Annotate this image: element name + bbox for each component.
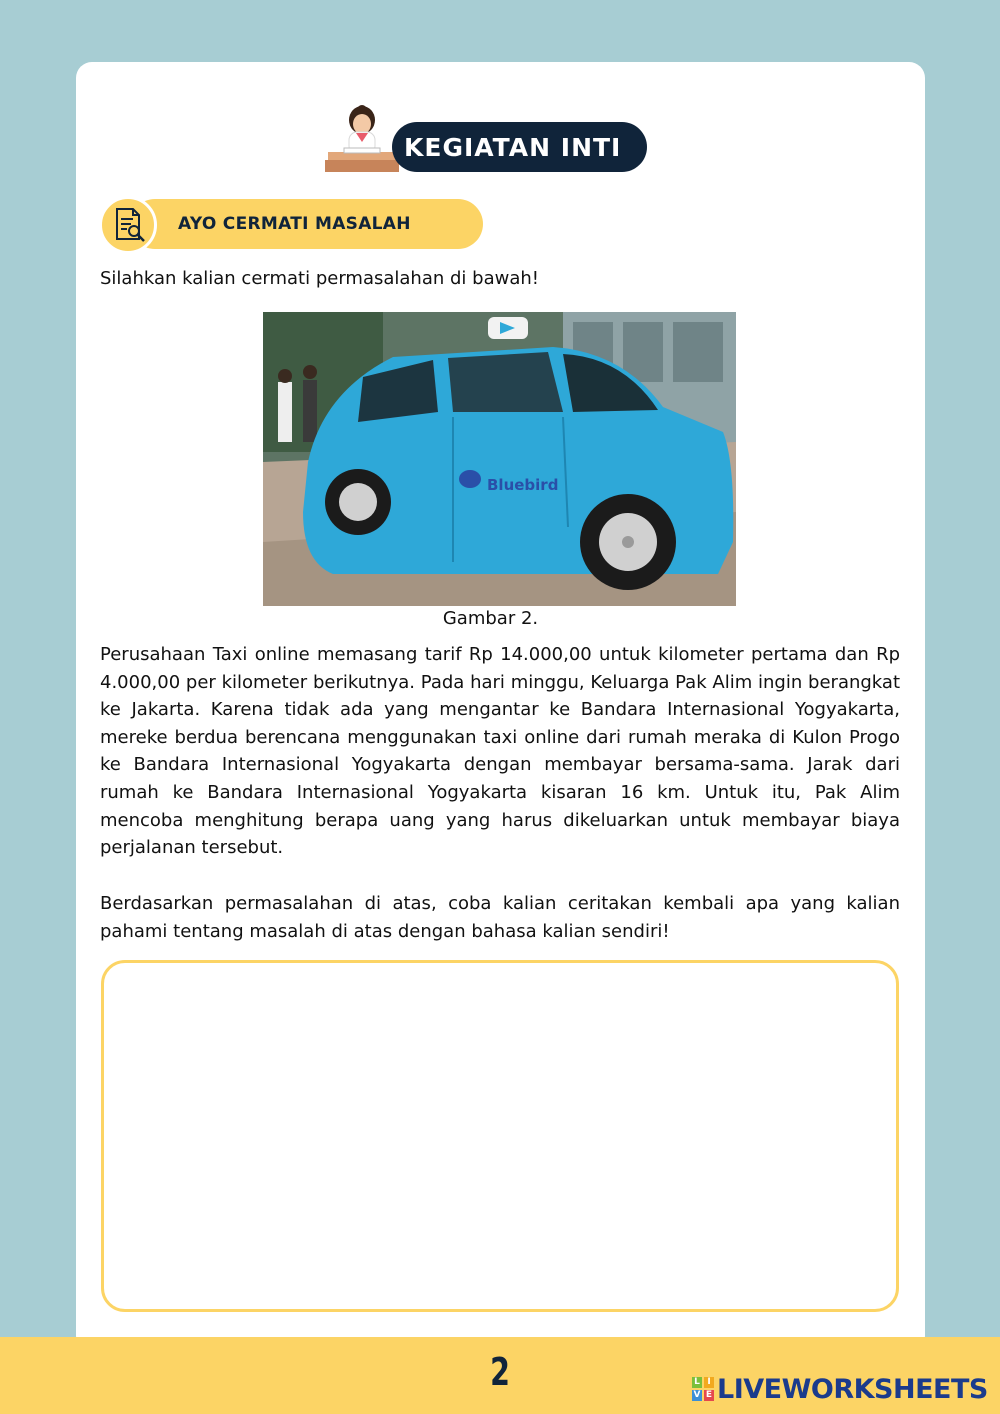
- brand-mark-letter: L: [692, 1377, 702, 1388]
- page-number: 2: [490, 1350, 510, 1394]
- liveworksheets-logo[interactable]: [692, 1372, 988, 1406]
- brand-mark-letter: E: [705, 1390, 713, 1400]
- answer-input-box[interactable]: [101, 960, 899, 1312]
- liveworksheets-mark-icon: [692, 1377, 714, 1401]
- document-search-icon: [111, 207, 147, 243]
- brand-mark-letter: I: [704, 1377, 714, 1388]
- page-title-text: KEGIATAN INTI: [404, 132, 622, 162]
- brand-mark-letter: V: [693, 1390, 701, 1400]
- figure-caption: Gambar 2.: [442, 608, 539, 629]
- problem-paragraph: Perusahaan Taxi online memasang tarif Rp 14.000,00 untuk kilometer pertama dan Rp 4.000,00 per kilometer berikutnya. Pada hari minggu, Keluarga Pak Alim ingin berangkat ke Jakarta. Karena tidak ada yang mengantar ke Bandara Internasional Yogyakarta, mereke berdua berencana menggunakan taxi online dari rumah meraka di Kulon Progo ke Bandara Internasional Yogyakarta dengan membayar bersama-sama. Jarak dari rumah ke Bandara Internasional Yogyakarta kisaran 16 km. Untuk itu, Pak Alim mencoba menghitung berapa uang yang harus dikeluarkan untuk membayar biaya perjalanan tersebut.: [100, 644, 900, 859]
- question-text: Berdasarkan permasalahan di atas, coba kalian ceritakan kembali apa yang kalian pahami tentang masalah di atas dengan bahasa kalian sendiri!: [100, 893, 900, 942]
- page-title: [392, 122, 647, 172]
- taxi-photo: [263, 312, 736, 606]
- section-icon-badge: [99, 196, 157, 254]
- brand-name: LIVEWORKSHEETS: [717, 1373, 988, 1405]
- taxi-illustration: [263, 312, 736, 606]
- teacher-at-desk-icon: [322, 102, 402, 174]
- intro-text: Silahkan kalian cermati permasalahan di bawah!: [100, 268, 539, 289]
- taxi-brand-label: Bluebird: [487, 476, 559, 494]
- section-title: AYO CERMATI MASALAH: [178, 214, 411, 234]
